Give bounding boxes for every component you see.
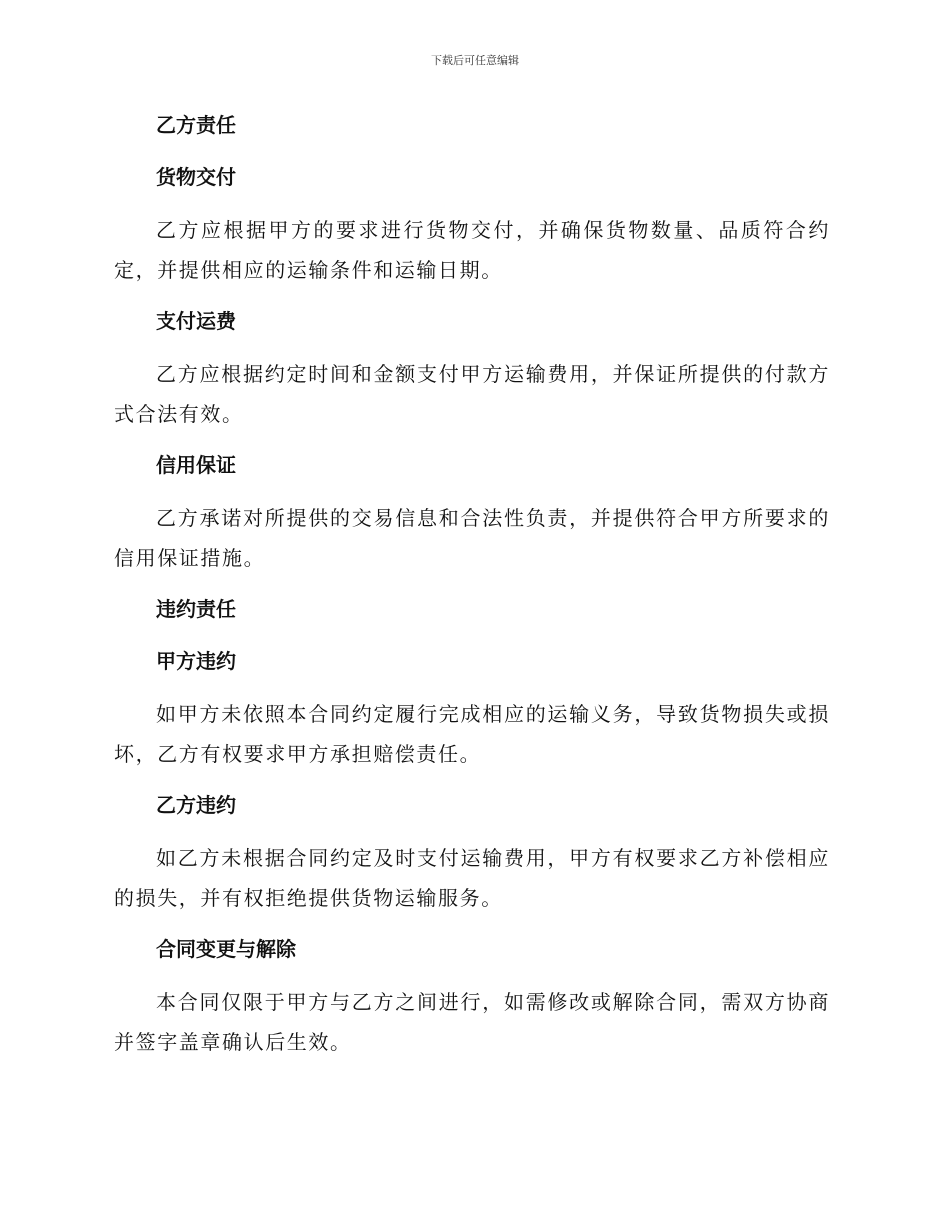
subheading-party-b-breach: 乙方违约 (156, 793, 236, 817)
paragraph-party-b-breach: 如乙方未根据合同约定及时支付运输费用，甲方有权要求乙方补偿相应的损失，并有权拒绝提供货物运输服务。 (114, 846, 830, 910)
paragraph-party-a-breach: 如甲方未依照本合同约定履行完成相应的运输义务，导致货物损失或损坏，乙方有权要求甲方承担赔偿责任。 (114, 702, 830, 766)
section-heading-breach-liability: 违约责任 (156, 597, 236, 621)
paragraph-contract-change: 本合同仅限于甲方与乙方之间进行，如需修改或解除合同，需双方协商并签字盖章确认后生效。 (114, 990, 830, 1054)
subheading-goods-delivery: 货物交付 (156, 165, 236, 189)
section-heading-contract-change: 合同变更与解除 (156, 937, 296, 961)
subheading-credit-guarantee: 信用保证 (156, 453, 236, 477)
page-header: 下载后可任意编辑 (431, 54, 519, 67)
paragraph-credit-guarantee: 乙方承诺对所提供的交易信息和合法性负责，并提供符合甲方所要求的信用保证措施。 (114, 506, 830, 570)
section-heading-party-b-responsibility: 乙方责任 (156, 113, 236, 137)
subheading-pay-freight: 支付运费 (156, 309, 236, 333)
paragraph-goods-delivery: 乙方应根据甲方的要求进行货物交付，并确保货物数量、品质符合约定，并提供相应的运输条件和运输日期。 (114, 218, 830, 282)
paragraph-pay-freight: 乙方应根据约定时间和金额支付甲方运输费用，并保证所提供的付款方式合法有效。 (114, 362, 830, 426)
subheading-party-a-breach: 甲方违约 (156, 649, 236, 673)
document-body (114, 110, 830, 1062)
